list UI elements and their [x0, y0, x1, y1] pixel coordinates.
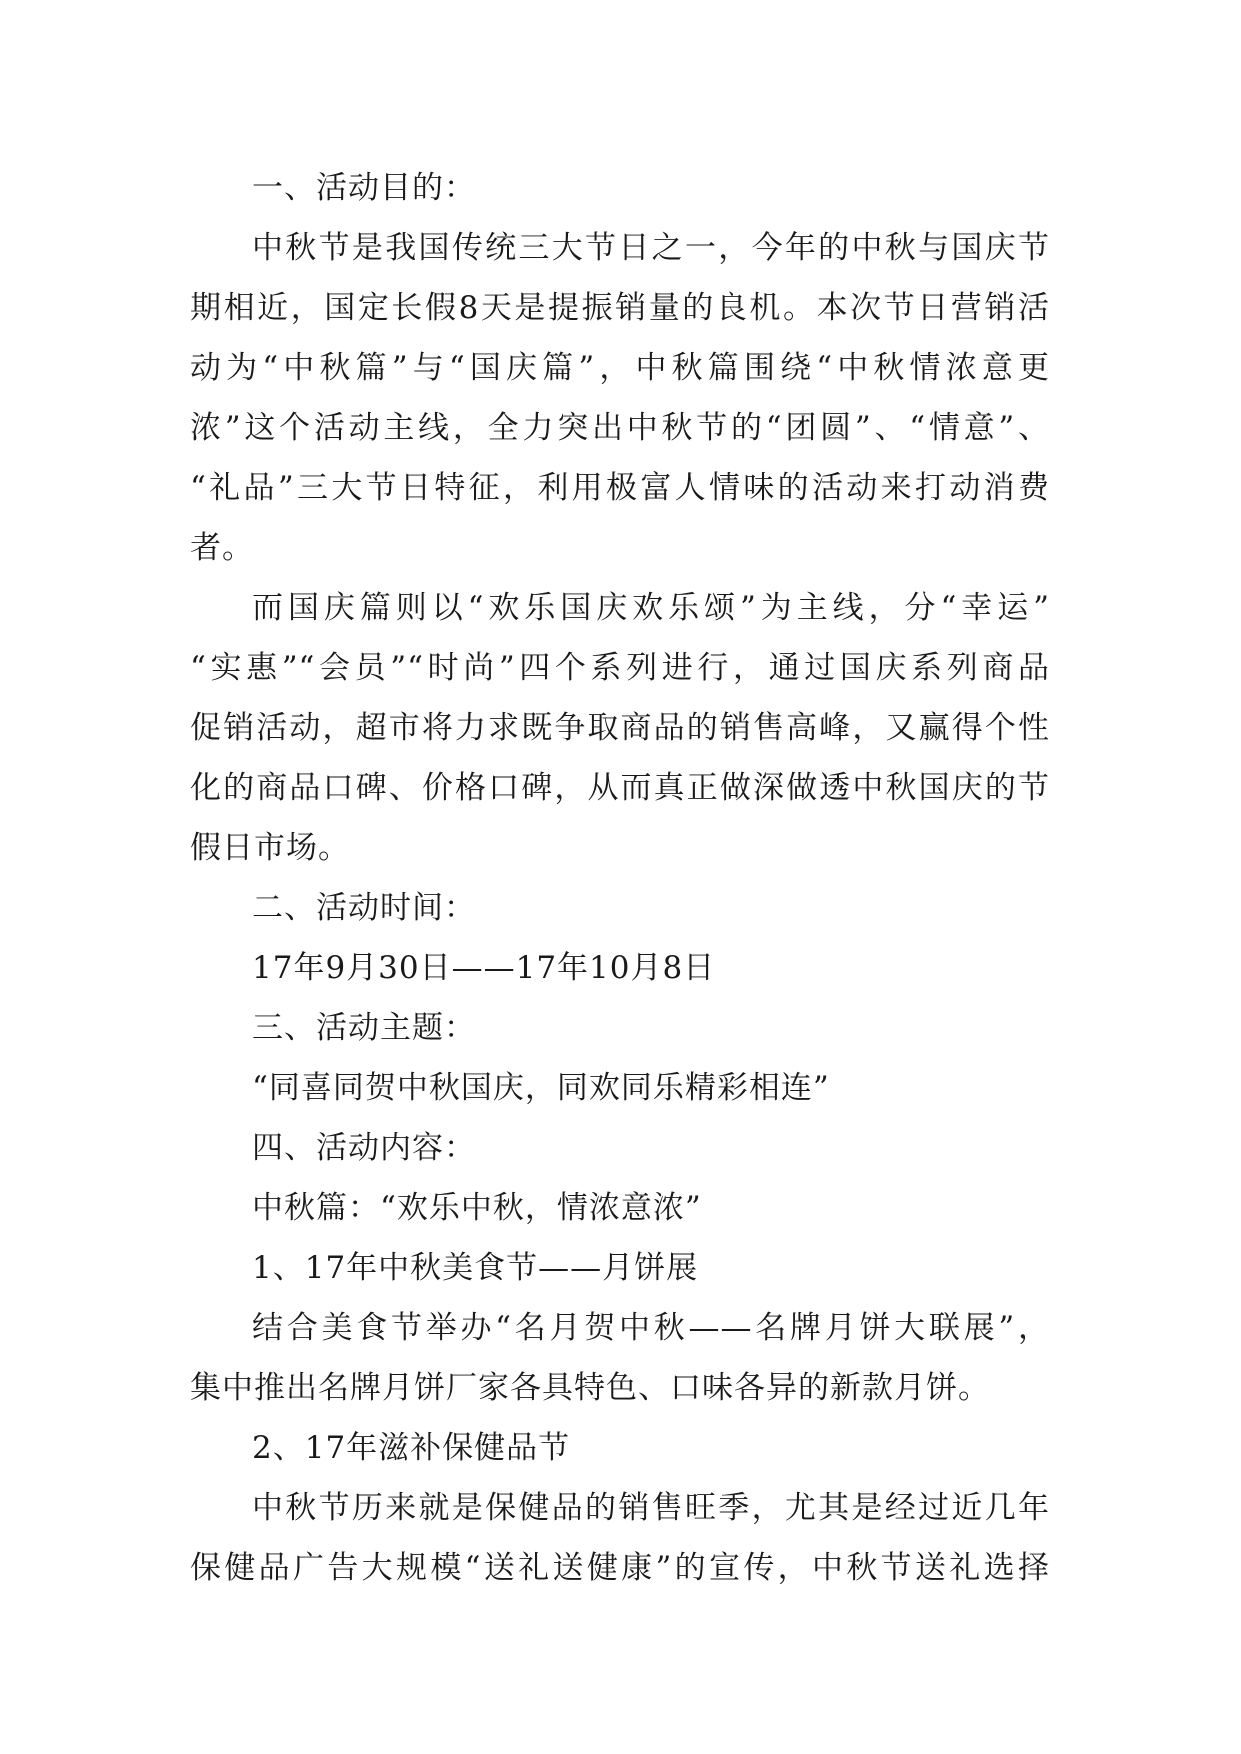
document-body	[190, 158, 1050, 1598]
text-line: 三、活动主题：	[252, 1010, 476, 1046]
text-line: 动为“中秋篇”与“国庆篇”，中秋篇围绕“中秋情浓意更	[190, 350, 1050, 386]
text-line: 集中推出名牌月饼厂家各具特色、口味各异的新款月饼。	[190, 1370, 990, 1406]
text-line: 中秋篇：“欢乐中秋，情浓意浓”	[252, 1190, 702, 1226]
text-line: 2、17年滋补保健品节	[252, 1430, 571, 1466]
text-line: 促销活动，超市将力求既争取商品的销售高峰，又赢得个性	[190, 710, 1050, 746]
text-line: 浓”这个活动主线，全力突出中秋节的“团圆”、“情意”、	[190, 410, 1050, 446]
text-line: “同喜同贺中秋国庆，同欢同乐精彩相连”	[252, 1070, 830, 1106]
text-line: 二、活动时间：	[252, 890, 476, 926]
text-line: 17年9月30日——17年10月8日	[252, 950, 716, 986]
text-line: 1、17年中秋美食节——月饼展	[252, 1250, 699, 1286]
text-line: 一、活动目的：	[252, 170, 476, 206]
text-line: 而国庆篇则以“欢乐国庆欢乐颂”为主线，分“幸运”	[252, 590, 1050, 626]
text-line: “实惠”“会员”“时尚”四个系列进行，通过国庆系列商品	[190, 650, 1050, 686]
text-line: 期相近，国定长假8天是提振销量的良机。本次节日营销活	[190, 290, 1050, 326]
text-line: 中秋节是我国传统三大节日之一，今年的中秋与国庆节	[252, 230, 1050, 266]
text-line: 中秋节历来就是保健品的销售旺季，尤其是经过近几年	[252, 1490, 1050, 1526]
text-line: 保健品广告大规模“送礼送健康”的宣传，中秋节送礼选择	[190, 1550, 1050, 1586]
text-line: 者。	[190, 530, 254, 566]
text-line: 假日市场。	[190, 830, 350, 866]
text-line: 化的商品口碑、价格口碑，从而真正做深做透中秋国庆的节	[190, 770, 1050, 806]
text-line: “礼品”三大节日特征，利用极富人情味的活动来打动消费	[190, 470, 1050, 506]
text-line: 四、活动内容：	[252, 1130, 476, 1166]
text-line: 结合美食节举办“名月贺中秋——名牌月饼大联展”，	[252, 1310, 1050, 1346]
